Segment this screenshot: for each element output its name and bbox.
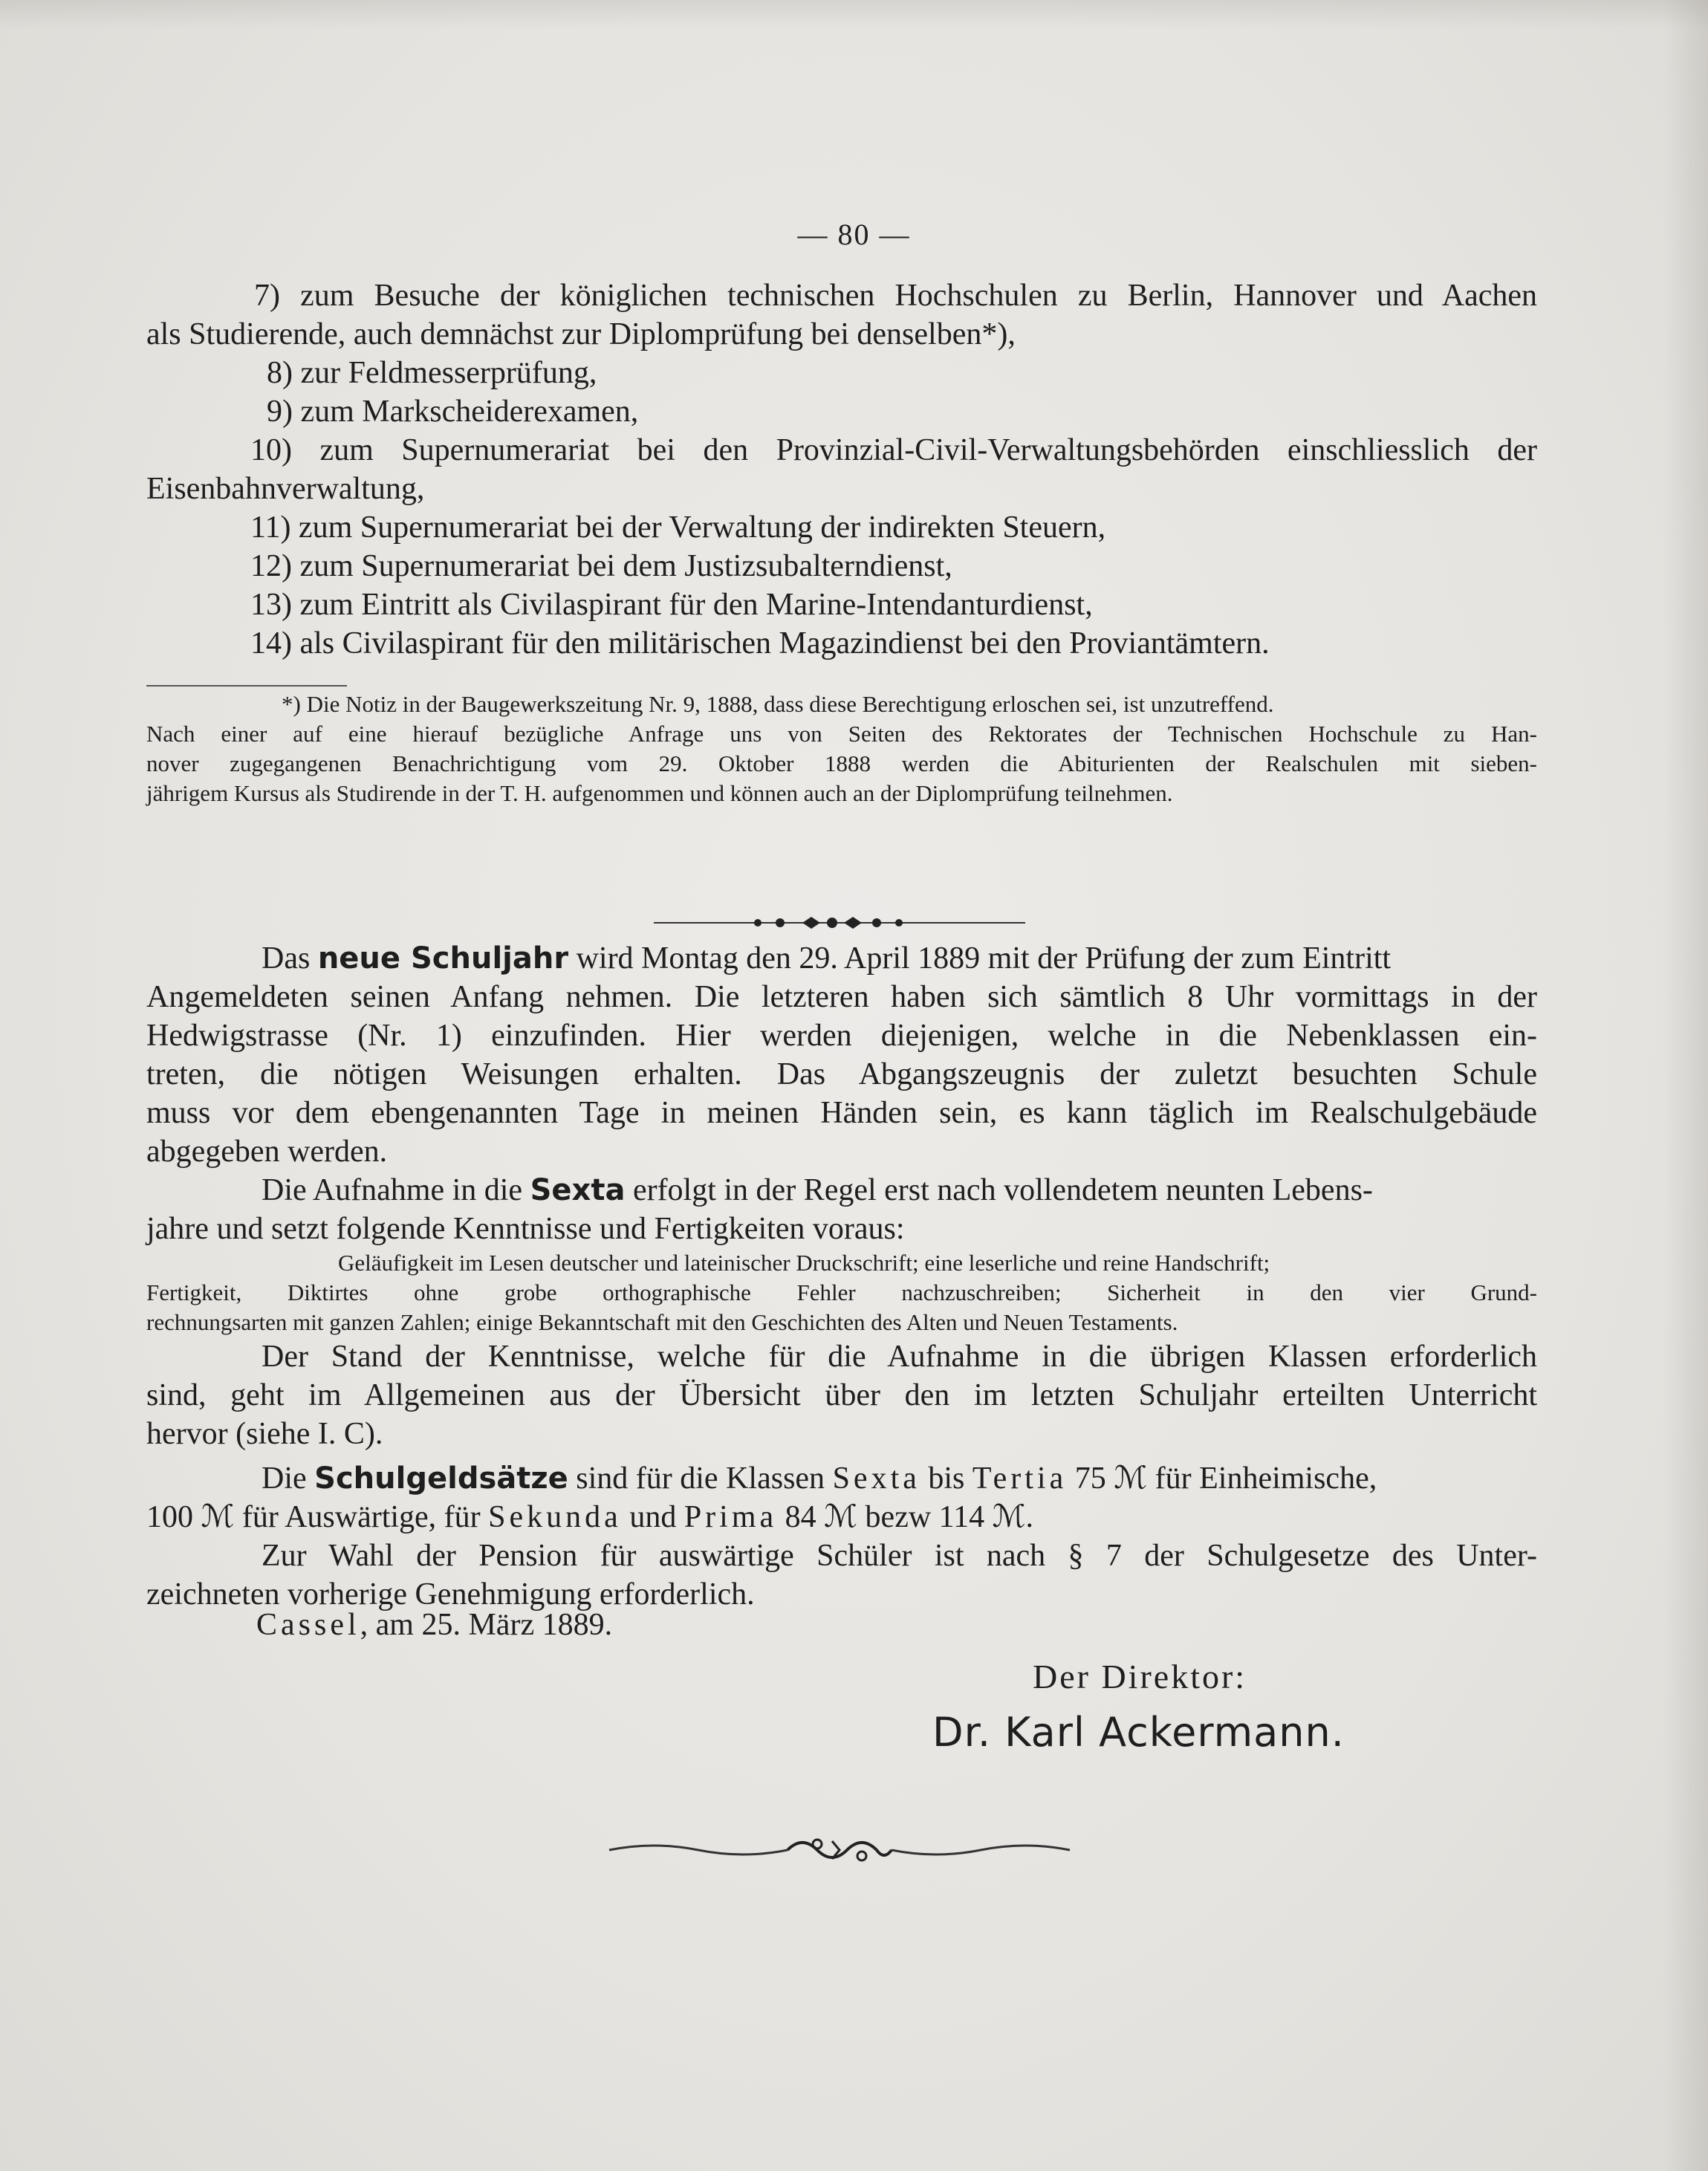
p3-text-a: Die bbox=[262, 1461, 307, 1496]
ornament-divider-icon bbox=[609, 908, 1070, 938]
p2-line5: hervor (siehe I. C). bbox=[146, 1417, 383, 1451]
signature-name: Dr. Karl Ackermann. bbox=[932, 1709, 1345, 1756]
p3-text-c: 75 ℳ für Einheimische, bbox=[1074, 1461, 1377, 1496]
p3-tertia: Tertia bbox=[972, 1461, 1068, 1496]
p2-bold-sexta: Sexta bbox=[530, 1173, 626, 1207]
p2-small3: rechnungsarten mit ganzen Zahlen; einige Bekanntschaft mit den Geschichten des Alten und Neuen Testaments. bbox=[146, 1309, 1178, 1335]
paragraph-pension bbox=[146, 1536, 1537, 1614]
p3-sexta: Sexta bbox=[832, 1461, 920, 1496]
p3-sekunda: Sekunda bbox=[488, 1500, 622, 1534]
p4-line1: Zur Wahl der Pension für auswärtige Schüler ist nach § 7 der Schulgesetze des Unter- bbox=[262, 1539, 1537, 1573]
place: Cassel bbox=[256, 1608, 360, 1642]
p4-line2: zeichneten vorherige Genehmigung erforderlich. bbox=[146, 1577, 755, 1612]
p3-bis: bis bbox=[928, 1461, 965, 1496]
page-number: — 80 — bbox=[797, 218, 911, 251]
place-date bbox=[256, 1607, 612, 1643]
list-item-7-line2: als Studierende, auch demnächst zur Diplomprüfung bei denselben*), bbox=[146, 317, 1016, 351]
list-item-7-line1: 7) zum Besuche der königlichen technischen Hochschulen zu Berlin, Hannover und Aachen bbox=[254, 279, 1537, 313]
p1-line2: Angemeldeten seinen Anfang nehmen. Die letzteren haben sich sämtlich 8 Uhr vormittags in der bbox=[146, 980, 1537, 1014]
list-item-13: 13) zum Eintritt als Civilaspirant für den Marine-Intendanturdienst, bbox=[250, 588, 1093, 622]
footnote-line4: jährigem Kursus als Studirende in der T. H. aufgenommen und können auch an der Diplomprüfung teilnehmen. bbox=[146, 780, 1173, 806]
p2-line2: jahre und setzt folgende Kenntnisse und Fertigkeiten voraus: bbox=[146, 1212, 905, 1246]
page-shadow-top bbox=[0, 0, 1708, 30]
footnote-rule bbox=[146, 685, 347, 687]
p1-text-b: wird Montag den 29. April 1889 mit der Prüfung der zum Eintritt bbox=[576, 941, 1392, 976]
p1-line4: treten, die nötigen Weisungen erhalten. Das Abgangszeugnis der zuletzt besuchten Schule bbox=[146, 1057, 1537, 1091]
entitlement-list bbox=[146, 276, 1537, 663]
p1-bold-new-school-year: neue Schuljahr bbox=[317, 941, 569, 976]
signature-title: Der Direktor: bbox=[1033, 1658, 1247, 1695]
p3-und: und bbox=[629, 1500, 677, 1534]
p1-line3: Hedwigstrasse (Nr. 1) einzufinden. Hier werden diejenigen, welche in die Nebenklassen ein- bbox=[146, 1019, 1537, 1053]
p2-small1: Geläufigkeit im Lesen deutscher und lateinischer Druckschrift; eine leserliche und reine Handschrift; bbox=[338, 1250, 1270, 1276]
p1-line5: muss vor dem ebengenannten Tage in meinen Händen sein, es kann täglich im Realschulgebäude bbox=[146, 1096, 1537, 1130]
footnote bbox=[146, 689, 1537, 808]
p3-line2-b: 84 ℳ bezw 114 ℳ. bbox=[785, 1500, 1034, 1534]
p3-bold-fees: Schulgeldsätze bbox=[314, 1461, 568, 1496]
list-item-10-line2: Eisenbahnverwaltung, bbox=[146, 472, 425, 506]
p2-text-b: erfolgt in der Regel erst nach vollendetem neunten Lebens- bbox=[632, 1173, 1373, 1207]
footnote-line3: nover zugegangenen Benachrichtigung vom 29. Oktober 1888 werden die Abiturienten der Realschulen mit sieben- bbox=[146, 750, 1537, 776]
list-item-12: 12) zum Supernumerariat bei dem Justizsubalterndienst, bbox=[250, 549, 952, 583]
p2-small2: Fertigkeit, Diktirtes ohne grobe orthographische Fehler nachzuschreiben; Sicherheit in den vier Grund- bbox=[146, 1279, 1537, 1305]
p3-prima: Prima bbox=[683, 1500, 778, 1534]
page-shadow-right bbox=[1663, 0, 1708, 2171]
footnote-line1: *) Die Notiz in der Baugewerkszeitung Nr. 9, 1888, dass diese Berechtigung erloschen sei, ist unzutreffend. bbox=[282, 691, 1274, 717]
p2-line3: Der Stand der Kenntnisse, welche für die Aufnahme in die übrigen Klassen erforderlich bbox=[262, 1340, 1537, 1374]
p2-text-a: Die Aufnahme in die bbox=[262, 1173, 523, 1207]
p1-line6: abgegeben werden. bbox=[146, 1135, 388, 1169]
paragraph-fees bbox=[146, 1459, 1537, 1536]
list-item-10-line1: 10) zum Supernumerariat bei den Provinzial-Civil-Verwaltungsbehörden einschliesslich der bbox=[250, 433, 1537, 467]
list-item-9: 9) zum Markscheiderexamen, bbox=[267, 395, 639, 429]
list-item-14: 14) als Civilaspirant für den militärischen Magazindienst bei den Proviantämtern. bbox=[250, 626, 1270, 661]
p3-text-b: sind für die Klassen bbox=[576, 1461, 825, 1496]
footnote-line2: Nach einer auf eine hierauf bezügliche Anfrage uns von Seiten des Rektorates der Technischen Hochschule zu Han- bbox=[146, 721, 1537, 747]
p2-line4: sind, geht im Allgemeinen aus der Übersicht über den im letzten Schuljahr erteilten Unterricht bbox=[146, 1378, 1537, 1412]
p1-text-a: Das bbox=[262, 941, 311, 976]
list-item-8: 8) zur Feldmesserprüfung, bbox=[267, 356, 597, 390]
bottom-ornament-icon bbox=[594, 1828, 1085, 1872]
paragraph-admission bbox=[146, 1171, 1537, 1453]
paragraph-new-school-year bbox=[146, 939, 1537, 1171]
date: , am 25. März 1889. bbox=[360, 1608, 613, 1642]
list-item-11: 11) zum Supernumerariat bei der Verwaltung der indirekten Steuern, bbox=[250, 510, 1106, 545]
p3-line2-a: 100 ℳ für Auswärtige, für bbox=[146, 1500, 481, 1534]
